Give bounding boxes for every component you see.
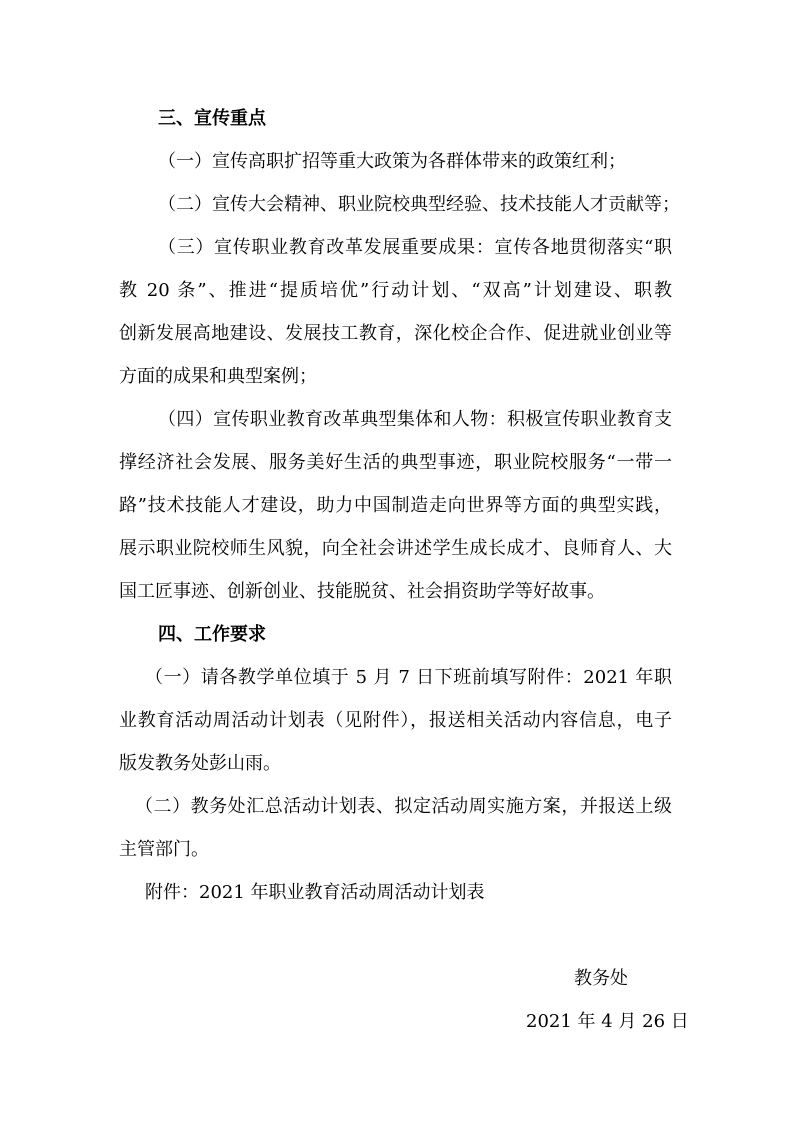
paragraph-line: （二）宣传大会精神、职业院校典型经验、技术技能人才贡献等； [158, 194, 680, 215]
paragraph-line: 撑经济社会发展、服务美好生活的典型事迹，职业院校服务“一带一 [119, 452, 672, 473]
signature-office: 教务处 [574, 968, 628, 989]
paragraph-line: 国工匠事迹、创新创业、技能脱贫、社会捐资助学等好故事。 [119, 581, 605, 602]
paragraph-line: 教 20 条”、推进“提质培优”行动计划、“双高”计划建设、职教 [119, 280, 672, 301]
paragraph-line: 主管部门。 [119, 839, 209, 860]
signature-date: 2021 年 4 月 26 日 [526, 1011, 689, 1032]
paragraph-line: 版发教务处彭山雨。 [119, 753, 281, 774]
paragraph-line: 展示职业院校师生风貌，向全社会讲述学生成长成才、良师育人、大 [119, 538, 672, 559]
paragraph-line: （二）教务处汇总活动计划表、拟定活动周实施方案，并报送上级 [135, 796, 672, 817]
paragraph-line: 方面的成果和典型案例； [119, 366, 317, 387]
paragraph-line: 路”技术技能人才建设，助力中国制造走向世界等方面的典型实践， [119, 495, 672, 516]
paragraph-line: 创新发展高地建设、发展技工教育，深化校企合作、促进就业创业等 [119, 323, 672, 344]
paragraph-line: （四）宣传职业教育改革典型集体和人物：积极宣传职业教育支 [158, 409, 672, 430]
section-heading-work-requirements: 四、工作要求 [158, 624, 266, 645]
attachment-note: 附件：2021 年职业教育活动周活动计划表 [145, 882, 485, 903]
paragraph-line: （一）宣传高职扩招等重大政策为各群体带来的政策红利； [158, 151, 626, 172]
paragraph-line: （一）请各教学单位填于 5 月 7 日下班前填写附件：2021 年职 [145, 667, 672, 688]
paragraph-line: 业教育活动周活动计划表（见附件），报送相关活动内容信息，电子 [119, 710, 672, 731]
paragraph-line: （三）宣传职业教育改革发展重要成果：宣传各地贯彻落实“职 [158, 237, 672, 258]
section-heading-publicity-focus: 三、宣传重点 [158, 108, 266, 129]
